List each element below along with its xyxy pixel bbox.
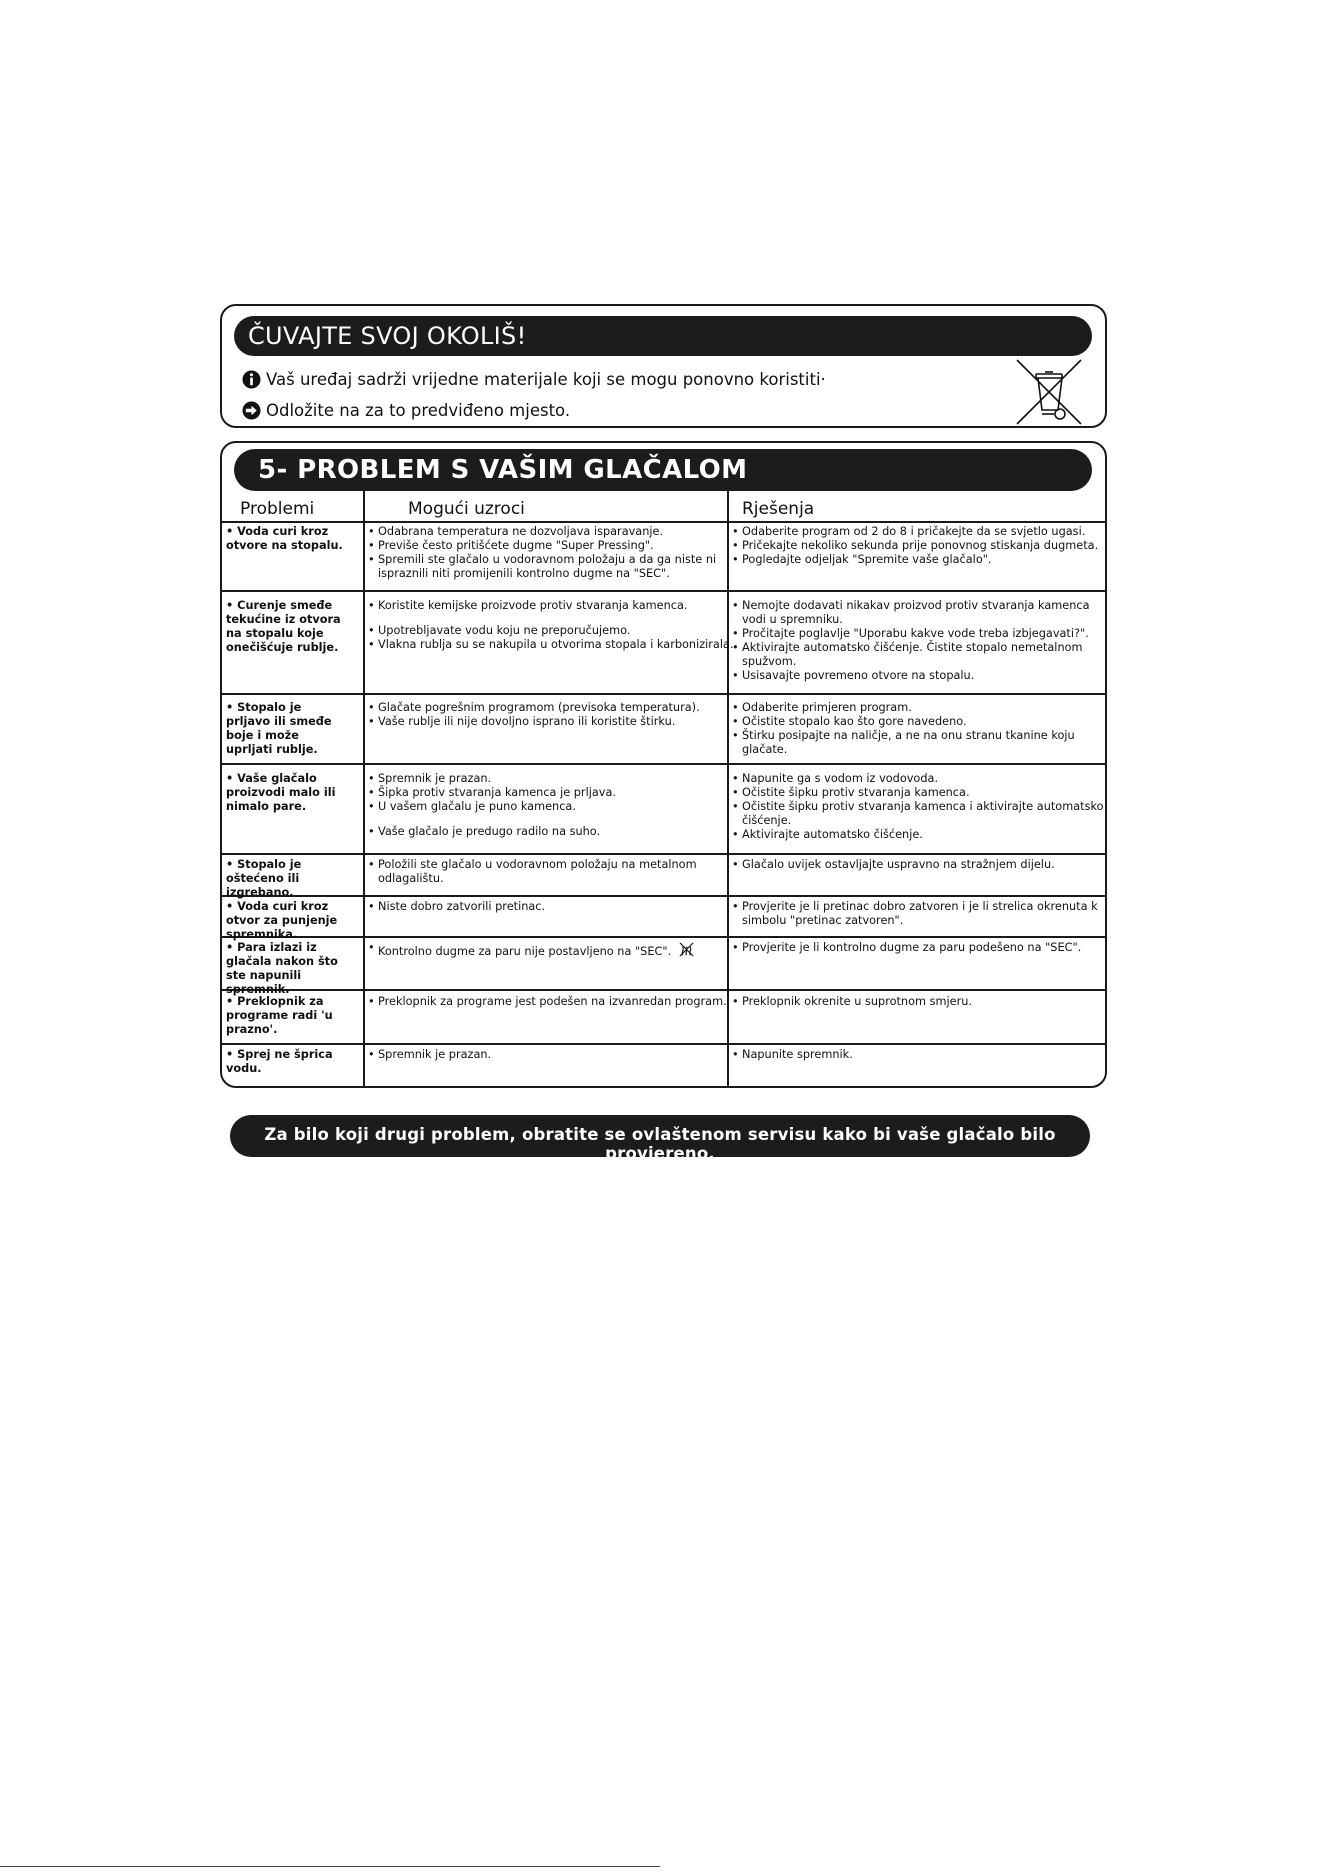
cause-item: • U vašem glačalu je puno kamenca. — [365, 800, 727, 814]
troubleshooting-title: 5- PROBLEM S VAŠIM GLAČALOM — [258, 455, 748, 485]
solution-item: • Nemojte dodavati nikakav proizvod protiv stvaranja kamenca vodi u spremniku. — [729, 599, 1107, 627]
row-divider — [222, 693, 1105, 695]
troubleshooting-table — [220, 441, 1107, 1088]
table-row-causes — [365, 1048, 727, 1062]
table-row-causes — [365, 772, 727, 839]
environment-info-line — [242, 370, 826, 389]
environment-action-text: Odložite na za to predviđeno mjesto. — [266, 401, 571, 420]
arrow-right-icon — [242, 401, 261, 420]
environment-title-bar — [234, 316, 1092, 356]
cause-item: • Spremnik je prazan. — [365, 772, 727, 786]
solution-item: • Provjerite je li pretinac dobro zatvoren i je li strelica okrenuta k simbolu "pretinac zatvoren". — [729, 900, 1107, 928]
cause-item: • Šipka protiv stvaranja kamenca je prljava. — [365, 786, 727, 800]
table-row-solutions — [729, 900, 1107, 928]
table-row-problem: • Voda curi kroz otvor za punjenje spremnika. — [226, 900, 338, 941]
steam-off-icon — [678, 941, 695, 958]
table-row-problem: • Para izlazi iz glačala nakon što ste napunili spremnik. — [226, 941, 338, 996]
row-divider — [222, 590, 1105, 592]
page-bottom-rule — [0, 1866, 660, 1867]
table-row-solutions — [729, 941, 1107, 955]
row-divider — [222, 763, 1105, 765]
table-row-causes — [365, 599, 734, 652]
cause-item: • Spremili ste glačalo u vodoravnom položaju a da ga niste ni ispraznili niti promijenili kontrolno dugme na "SEC". — [365, 553, 727, 581]
solution-item: • Odaberite program od 2 do 8 i pričakejte da se svjetlo ugasi. — [729, 525, 1107, 539]
table-row-causes — [365, 941, 727, 959]
table-row-problem: • Voda curi kroz otvore na stopalu. — [226, 525, 343, 552]
cause-item: • Vaše glačalo je predugo radilo na suho. — [365, 825, 727, 839]
table-row-problem: • Stopalo je oštećeno ili izgrebano. — [226, 858, 302, 899]
solution-item: • Provjerite je li kontrolno dugme za paru podešeno na "SEC". — [729, 941, 1107, 955]
solution-item: • Odaberite primjeren program. — [729, 701, 1107, 715]
table-row-causes — [365, 525, 727, 581]
table-row-solutions — [729, 525, 1107, 567]
solution-item: • Napunite ga s vodom iz vodovoda. — [729, 772, 1107, 786]
table-row-solutions — [729, 701, 1107, 757]
table-row-causes — [365, 858, 727, 886]
table-row-solutions — [729, 1048, 1107, 1062]
table-row-solutions — [729, 599, 1107, 683]
cause-item: • Odabrana temperatura ne dozvoljava isparavanje. — [365, 525, 727, 539]
cause-item: • Vlakna rublja su se nakupila u otvorima stopala i karbonizirala. — [365, 638, 727, 652]
solution-item: • Usisavajte povremeno otvore na stopalu. — [729, 669, 1107, 683]
cause-item: • Upotrebljavate vodu koju ne preporučujemo. — [365, 624, 727, 638]
solution-item: • Pročitajte poglavlje "Uporabu kakve vode treba izbjegavati?". — [729, 627, 1107, 641]
cause-item: • Preklopnik za programe jest podešen na izvanredan program. — [365, 995, 727, 1009]
solution-item: • Pričekajte nekoliko sekunda prije ponovnog stiskanja dugmeta. — [729, 539, 1107, 553]
cause-item: • Položili ste glačalo u vodoravnom položaju na metalnom odlagalištu. — [365, 858, 727, 886]
environment-action-line — [242, 401, 570, 420]
environment-info-text: Vaš uređaj sadrži vrijedne materijale koji se mogu ponovno koristiti· — [266, 370, 826, 389]
solution-item: • Napunite spremnik. — [729, 1048, 1107, 1062]
table-row-problem: • Vaše glačalo proizvodi malo ili nimalo pare. — [226, 772, 336, 813]
cause-item: • Koristite kemijske proizvode protiv stvaranja kamenca. — [365, 599, 727, 613]
cause-item: • Spremnik je prazan. — [365, 1048, 727, 1062]
solution-item: • Glačalo uvijek ostavljajte uspravno na stražnjem dijelu. — [729, 858, 1107, 872]
row-divider — [222, 521, 1105, 523]
table-row-problem: • Curenje smeđe tekućine iz otvora na stopalu koje onečišćuje rublje. — [226, 599, 341, 654]
column-header-solutions: Rješenja — [742, 499, 815, 519]
environment-title: ČUVAJTE SVOJ OKOLIŠ! — [248, 322, 527, 350]
solution-item: • Pogledajte odjeljak "Spremite vaše glačalo". — [729, 553, 1107, 567]
cause-item: • Vaše rublje ili nije dovoljno isprano ili koristite štirku. — [365, 715, 727, 729]
service-notice-bar — [230, 1115, 1090, 1163]
service-notice-text: Za bilo koji drugi problem, obratite se ovlaštenom servisu kako bi vaše glačalo bilo provjereno. — [264, 1125, 1056, 1163]
solution-item: • Preklopnik okrenite u suprotnom smjeru. — [729, 995, 1107, 1009]
solution-item: • Aktivirajte automatsko čišćenje. — [729, 828, 1107, 842]
solution-item: • Štirku posipajte na naličje, a ne na onu stranu tkanine koju glačate. — [729, 729, 1107, 757]
table-row-causes — [365, 995, 727, 1009]
solution-item: • Očistite šipku protiv stvaranja kamenca. — [729, 786, 1107, 800]
row-divider — [222, 1043, 1105, 1045]
column-header-causes: Mogući uzroci — [408, 499, 525, 519]
table-row-causes — [365, 701, 727, 729]
row-divider — [222, 853, 1105, 855]
table-row-solutions — [729, 772, 1107, 842]
crossed-bin-icon — [1014, 358, 1084, 426]
table-row-solutions — [729, 858, 1107, 872]
table-row-problem: • Stopalo je prljavo ili smeđe boje i može uprljati rublje. — [226, 701, 332, 756]
cause-item: • Previše često pritišćete dugme "Super Pressing". — [365, 539, 727, 553]
cause-item: • Kontrolno dugme za paru nije postavljeno na "SEC". — [365, 941, 727, 959]
table-row-causes — [365, 900, 727, 914]
column-header-problems: Problemi — [240, 499, 315, 519]
solution-item: • Očistite šipku protiv stvaranja kamenca i aktivirajte automatsko čišćenje. — [729, 800, 1107, 828]
troubleshooting-title-bar — [234, 449, 1092, 491]
table-row-problem: • Sprej ne šprica vodu. — [226, 1048, 333, 1075]
environment-notice — [220, 304, 1107, 428]
table-row-problem: • Preklopnik za programe radi 'u prazno'. — [226, 995, 333, 1036]
cause-item: • Niste dobro zatvorili pretinac. — [365, 900, 727, 914]
solution-item: • Očistite stopalo kao što gore navedeno. — [729, 715, 1107, 729]
cause-item: • Glačate pogrešnim programom (previsoka temperatura). — [365, 701, 727, 715]
info-icon — [242, 370, 261, 389]
table-row-solutions — [729, 995, 1107, 1009]
solution-item: • Aktivirajte automatsko čišćenje. Čistite stopalo nemetalnom spužvom. — [729, 641, 1107, 669]
